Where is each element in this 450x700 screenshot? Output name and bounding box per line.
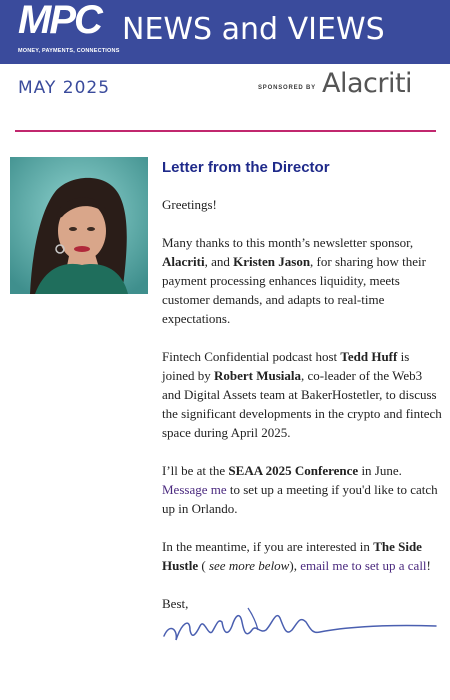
letter-body bbox=[162, 158, 442, 632]
bold-robert-musiala: Robert Musiala bbox=[214, 368, 302, 383]
mpc-logo[interactable] bbox=[18, 0, 120, 62]
closing: Best, bbox=[162, 596, 189, 611]
message-me-link[interactable]: Message me bbox=[162, 482, 227, 497]
logo-letters: MPC bbox=[18, 0, 101, 42]
letter-title: Letter from the Director bbox=[162, 159, 330, 176]
sponsor-logo[interactable]: Alacriti bbox=[322, 68, 413, 99]
bold-side-hustle: The Side Hustle bbox=[162, 539, 422, 573]
paragraph-conference: I’ll be at the SEAA 2025 Conference in June. Message me to set up a meeting if you'd like to catch up in Orlando. bbox=[162, 463, 438, 516]
bold-tedd-huff: Tedd Huff bbox=[340, 349, 398, 364]
bold-seaa-conference: SEAA 2025 Conference bbox=[228, 463, 359, 478]
handwritten-signature bbox=[160, 600, 440, 650]
paragraph-podcast: Fintech Confidential podcast host Tedd Huff is joined by Robert Musiala, co-leader of the Web3 and Digital Assets team at BakerHostetler, to discuss the significant developments in the crypto and fintech space during April 2025. bbox=[162, 349, 442, 440]
issue-date: MAY 2025 bbox=[18, 78, 111, 98]
newsletter-header bbox=[0, 0, 450, 64]
greeting: Greetings! bbox=[162, 197, 217, 212]
bold-kristen-jason: Kristen Jason bbox=[233, 254, 311, 269]
logo-tagline: MONEY, PAYMENTS, CONNECTIONS bbox=[18, 48, 120, 54]
paragraph-side-hustle: In the meantime, if you are interested in The Side Hustle ( see more below), email me to set up a call! bbox=[162, 539, 431, 573]
bold-alacriti: Alacriti bbox=[162, 254, 205, 269]
divider-rule bbox=[15, 130, 436, 132]
newsletter-title: NEWS and VIEWS bbox=[122, 12, 385, 47]
see-more-below: see more below bbox=[208, 558, 290, 573]
email-me-link[interactable]: email me to set up a call bbox=[300, 558, 427, 573]
sponsored-by-label: SPONSORED BY bbox=[258, 85, 316, 91]
portrait-photo bbox=[10, 157, 148, 294]
paragraph-sponsor-thanks: Many thanks to this month’s newsletter sponsor, Alacriti, and Kristen Jason, for sharing how their payment processing enhances liquidity, meets customer demands, and adapts to real-time expectations. bbox=[162, 235, 426, 326]
